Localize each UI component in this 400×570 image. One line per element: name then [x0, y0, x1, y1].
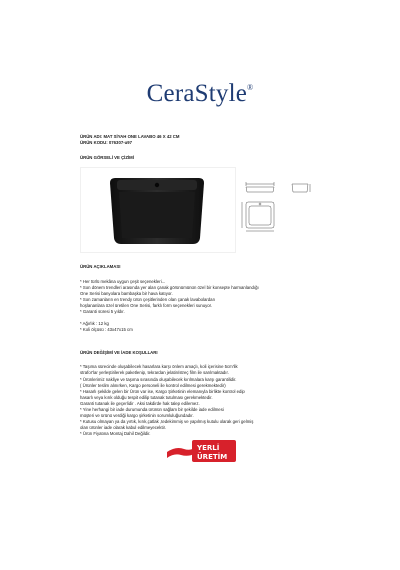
returns-line: Garanti tutanak ile geçerlidir . Aksi takdirde hak talep edilemez. [80, 401, 200, 406]
product-code: ÜRÜN KODU: 076307-u97 [80, 140, 133, 145]
product-name: ÜRÜN ADI: MAT SİYAH ONE LAVABO 46 X 42 CM [80, 134, 180, 139]
technical-drawings [240, 176, 330, 234]
local-production-badge [164, 438, 238, 464]
brand-name: CeraStyle [146, 80, 248, 107]
description-line: * Son zamanların en trendy ürün çeşitlerinden olan çanak lavabolardan [80, 297, 215, 302]
returns-line: * Kutusu olmayan ya da yırtık, kırık,çatlak ,tedekimmiş ve yapılmış kutulu olarak geri gelmiş [80, 419, 254, 424]
product-photo [80, 167, 236, 253]
description-line: hoşlananlara özel üretilen One Serisi, farklı form seçenekleri sunuyor. [80, 303, 213, 308]
description-line: * Her türlü mekâna uygun çeşit seçenekleri... [80, 279, 166, 284]
description-line: * Koli ölçüsü : 43x47x15 cm [80, 327, 133, 332]
returns-line: * Hasarlı şekilde gelen bir Ürün var ise, Kargo Şirketinin elemanıyla birlikte kontrol edip [80, 389, 245, 394]
returns-line: olan ürünler iade olarak kabul edilmeyecektir. [80, 425, 166, 430]
returns-line: ( Ürünler teslim alınırken, Kargo personeli ile kontrol edilmesi gerekmektedir) [80, 383, 226, 388]
returns-line: * Yine herhangi bir iade durumunda ürünün sağlam bir şekilde iade edilmesi [80, 407, 224, 412]
registered-mark: ® [247, 83, 254, 92]
returns-line: * Ürünlerimiz nakliye ve taşıma sırasında oluşabilecek kırılmalara karşı garantilidir. [80, 377, 237, 382]
description-heading: ÜRÜN AÇIKLAMASI [80, 264, 121, 269]
badge-line2: ÜRETİM [197, 453, 228, 461]
description-line: * Ağırlık : 12 kg [80, 321, 109, 326]
description-line: * Son dönem trendleri arasında yer alan çanak görünümünün özel bir konsepte harmanlandığı [80, 285, 259, 290]
description-line: * Garanti süresi 5 yıldır. [80, 309, 125, 314]
description-line: One Serisi banyolara bambaşka bir hava katıyor. [80, 291, 173, 296]
badge-line1: YERLİ [197, 444, 220, 452]
returns-line: * Ürün Fiyatına Montaj Dahil Değildir. [80, 431, 151, 436]
images-heading: ÜRÜN GÖRSELİ VE ÇİZİMİ [80, 155, 134, 160]
returns-heading: ÜRÜN DEĞİŞİMİ VE İADE KOŞULLARI [80, 350, 158, 355]
returns-line: strafor'lar yerleştirilerek paketlenip, tekrardan jelatin/streç film ile sarılmaktadır. [80, 370, 229, 375]
returns-line: * Taşıma sürecinde oluşabilecek hasarlara karşı önlem amaçlı, koli içerisine 5cm'lik [80, 364, 238, 369]
brand-logo [0, 80, 400, 108]
returns-line: hasarlı veya kırık olduğu tespit edilip tutanak tutulması gerekmektedir. [80, 395, 213, 400]
returns-line: müşteri ve ürünü verdiği kargo şirketinin sorumluluğundadır. [80, 413, 194, 418]
